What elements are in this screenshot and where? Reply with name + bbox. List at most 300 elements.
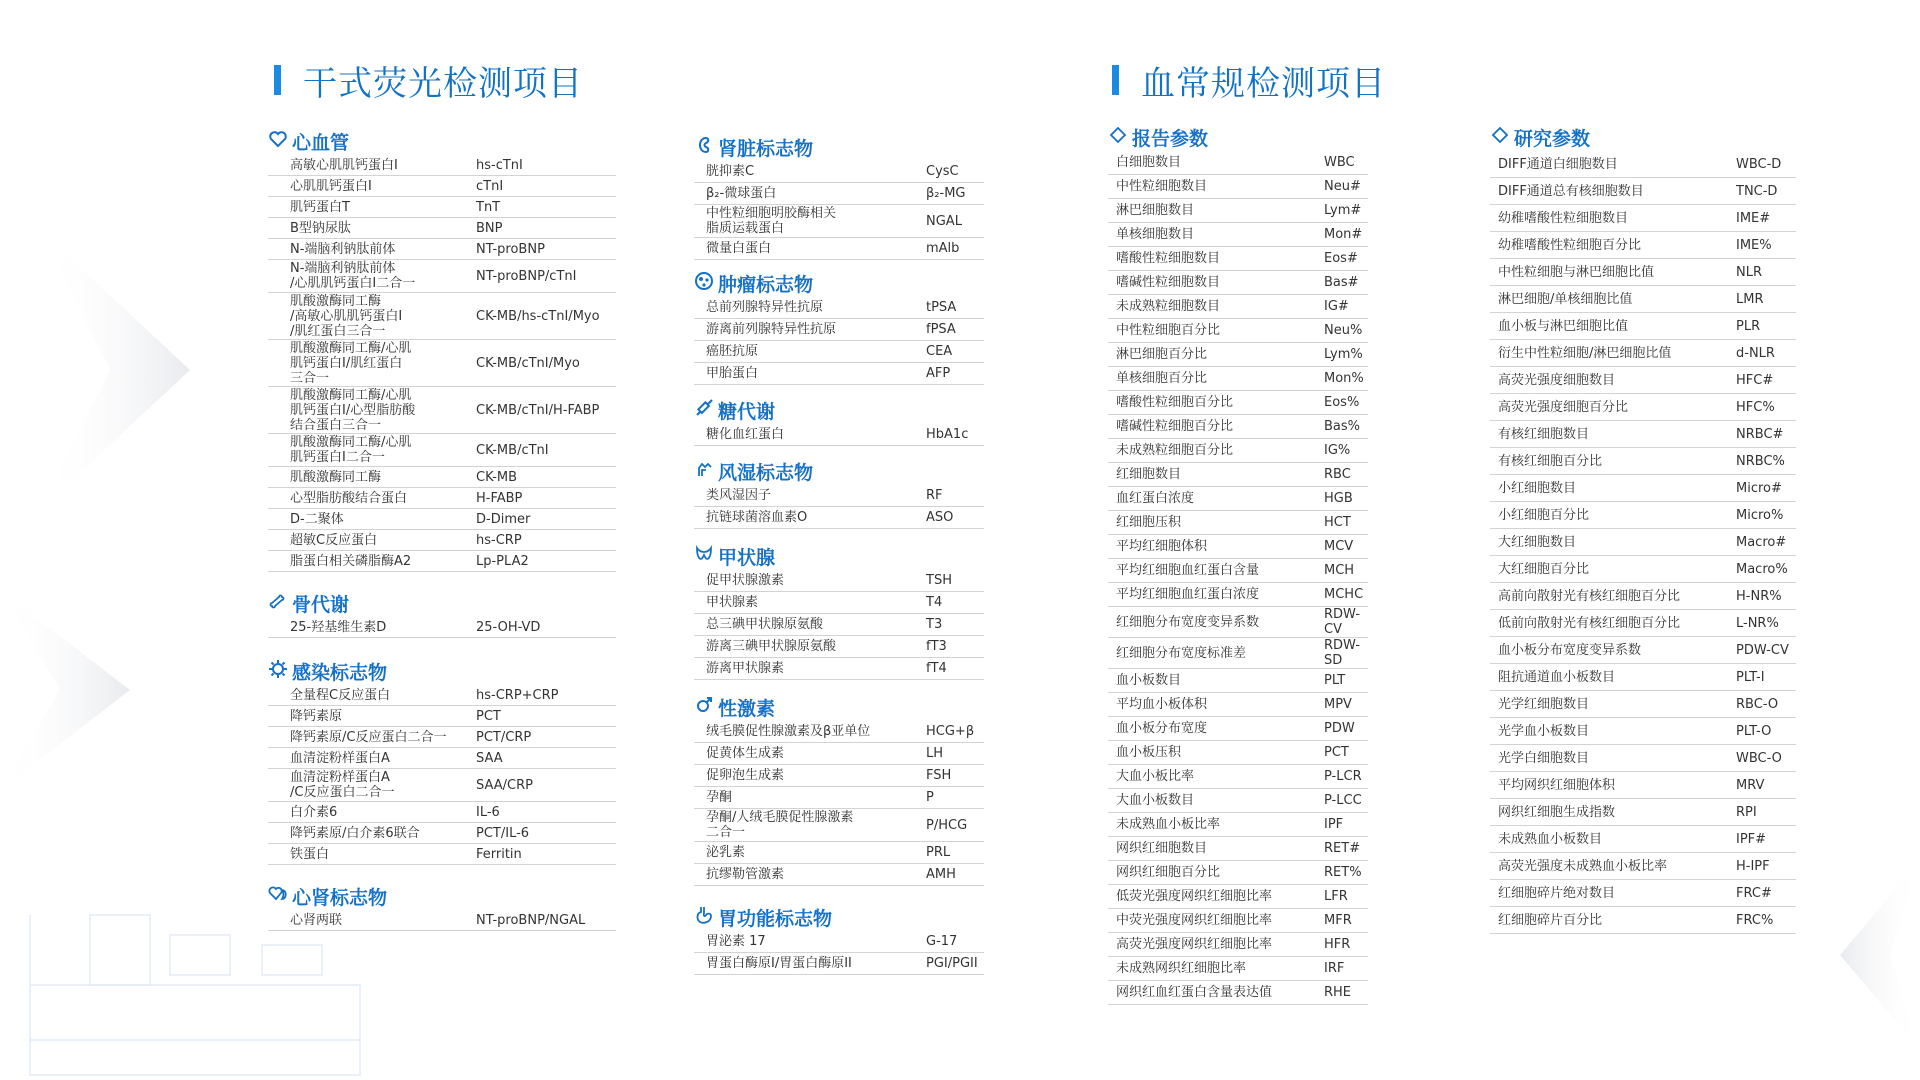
section-heading bbox=[694, 270, 984, 296]
table-row bbox=[1490, 502, 1796, 529]
item-code: IME% bbox=[1736, 237, 1772, 253]
item-name: 嗜碱性粒细胞数目 bbox=[1116, 275, 1221, 290]
item-code: CK-MB bbox=[476, 469, 518, 485]
item-code: MPV bbox=[1324, 697, 1352, 712]
item-code: IL-6 bbox=[476, 804, 500, 820]
section-heading bbox=[268, 128, 616, 154]
table-row bbox=[268, 197, 616, 218]
heart-icon bbox=[268, 129, 292, 154]
table-row bbox=[694, 183, 984, 205]
item-code: hs-CRP+CRP bbox=[476, 687, 559, 703]
item-code: PLT-I bbox=[1736, 669, 1765, 685]
item-name: 抗链球菌溶血素O bbox=[706, 510, 808, 525]
item-name: 未成熟血小板比率 bbox=[1116, 817, 1221, 832]
item-name: 大血小板数目 bbox=[1116, 793, 1195, 808]
item-name: 淋巴细胞百分比 bbox=[1116, 347, 1208, 362]
item-name: 癌胚抗原 bbox=[706, 344, 759, 359]
item-name: 平均网织红细胞体积 bbox=[1498, 777, 1616, 793]
dry-fluorescence-column-1 bbox=[268, 128, 616, 931]
section-joint-hand bbox=[694, 458, 984, 529]
table-row bbox=[1490, 313, 1796, 340]
item-name: 光学白细胞数目 bbox=[1498, 750, 1590, 766]
table-row bbox=[268, 748, 616, 769]
section-tumor-cell bbox=[694, 270, 984, 385]
blood-routine-research-column bbox=[1490, 124, 1796, 934]
item-name: 泌乳素 bbox=[706, 845, 746, 860]
table-row bbox=[1108, 415, 1368, 439]
item-code: PCT/IL-6 bbox=[476, 825, 530, 841]
table-row bbox=[268, 176, 616, 197]
item-name: 血小板分布宽度变异系数 bbox=[1498, 642, 1642, 658]
item-code: FSH bbox=[926, 768, 952, 783]
table-row bbox=[1108, 957, 1368, 981]
item-name: 高荧光强度细胞百分比 bbox=[1498, 399, 1629, 415]
item-name: 肌酸激酶同工酶 bbox=[290, 469, 382, 485]
item-name: 胃泌素 17 bbox=[706, 934, 766, 949]
section-heading bbox=[268, 883, 616, 909]
section-virus bbox=[268, 658, 616, 865]
item-code: RF bbox=[926, 488, 943, 503]
item-name: 平均血小板体积 bbox=[1116, 697, 1208, 712]
section-syringe bbox=[694, 397, 984, 446]
item-code: PGI/PGII bbox=[926, 956, 978, 971]
item-code: IRF bbox=[1324, 961, 1345, 976]
chevron-deco bbox=[0, 590, 130, 790]
table-row bbox=[694, 424, 984, 446]
item-code: H-IPF bbox=[1736, 858, 1770, 874]
table-row bbox=[694, 658, 984, 680]
item-code: NT-proBNP/NGAL bbox=[476, 912, 586, 928]
table-row bbox=[1490, 529, 1796, 556]
item-code: Micro% bbox=[1736, 507, 1784, 523]
item-code: PLT bbox=[1324, 673, 1346, 688]
item-code: H-NR% bbox=[1736, 588, 1782, 604]
table-row bbox=[1108, 535, 1368, 559]
section-title: 研究参数 bbox=[1514, 127, 1591, 150]
item-name: 肌酸激酶同工酶/心肌 肌钙蛋白I/心型脂肪酸 结合蛋白三合一 bbox=[290, 387, 416, 433]
item-code: T4 bbox=[926, 595, 943, 610]
item-code: P-LCC bbox=[1324, 793, 1362, 808]
item-name: 降钙素原/C反应蛋白二合一 bbox=[290, 729, 447, 745]
dry-fluorescence-title-text: 干式荧光检测项目 bbox=[303, 63, 583, 104]
table-row bbox=[694, 363, 984, 385]
item-name: 红细胞数目 bbox=[1116, 467, 1182, 482]
item-name: 淋巴细胞/单核细胞比值 bbox=[1498, 291, 1633, 307]
thyroid-icon bbox=[694, 544, 718, 569]
item-name: 糖化血红蛋白 bbox=[706, 427, 785, 442]
item-name: 微量白蛋白 bbox=[706, 241, 772, 256]
item-name: 网织红细胞数目 bbox=[1116, 841, 1208, 856]
item-code: Mon# bbox=[1324, 227, 1363, 242]
item-name: 血小板分布宽度 bbox=[1116, 721, 1208, 736]
table-row bbox=[1108, 669, 1368, 693]
item-code: Mon% bbox=[1324, 371, 1364, 386]
item-code: MCH bbox=[1324, 563, 1355, 578]
table-row bbox=[1108, 463, 1368, 487]
table-row bbox=[1108, 981, 1368, 1005]
item-code: IPF bbox=[1324, 817, 1344, 832]
item-code: NRBC# bbox=[1736, 426, 1784, 442]
table-row bbox=[268, 910, 616, 931]
section-heading bbox=[694, 904, 984, 930]
diamond-outline-icon bbox=[1490, 125, 1514, 150]
table-row bbox=[268, 488, 616, 509]
item-code: FRC% bbox=[1736, 912, 1774, 928]
item-code: PCT bbox=[476, 708, 501, 724]
item-name: 未成熟血小板数目 bbox=[1498, 831, 1603, 847]
table-row bbox=[1108, 487, 1368, 511]
item-name: 淋巴细胞数目 bbox=[1116, 203, 1195, 218]
section-diamond-outline bbox=[1108, 124, 1368, 1005]
joint-hand-icon bbox=[694, 459, 718, 484]
item-code: Neu# bbox=[1324, 179, 1361, 194]
item-name: 肌酸激酶同工酶/心肌 肌钙蛋白I/肌红蛋白 三合一 bbox=[290, 340, 412, 386]
table-row bbox=[1490, 853, 1796, 880]
title-accent-bar bbox=[1112, 65, 1119, 95]
section-title: 肾脏标志物 bbox=[718, 137, 814, 160]
item-code: fT4 bbox=[926, 661, 947, 676]
item-name: 血红蛋白浓度 bbox=[1116, 491, 1195, 506]
item-code: FRC# bbox=[1736, 885, 1772, 901]
item-name: 高荧光强度未成熟血小板比率 bbox=[1498, 858, 1668, 874]
item-code: AFP bbox=[926, 366, 951, 381]
item-code: 25-OH-VD bbox=[476, 619, 541, 635]
item-name: 大红细胞百分比 bbox=[1498, 561, 1590, 577]
table-row bbox=[1108, 559, 1368, 583]
item-name: 网织红细胞百分比 bbox=[1116, 865, 1221, 880]
section-heading bbox=[268, 658, 616, 684]
table-row bbox=[694, 592, 984, 614]
table-row bbox=[1490, 475, 1796, 502]
item-name: 小红细胞数目 bbox=[1498, 480, 1577, 496]
item-code: RBC bbox=[1324, 467, 1351, 482]
item-code: RDW-SD bbox=[1324, 638, 1361, 668]
table-row bbox=[1490, 718, 1796, 745]
item-code: P/HCG bbox=[926, 817, 968, 833]
item-code: RDW-CV bbox=[1324, 607, 1361, 637]
table-row bbox=[694, 636, 984, 658]
table-row bbox=[694, 743, 984, 765]
item-name: 低荧光强度网织红细胞比率 bbox=[1116, 889, 1273, 904]
item-name: 红细胞碎片百分比 bbox=[1498, 912, 1603, 928]
item-name: 低前向散射光有核红细胞百分比 bbox=[1498, 615, 1681, 631]
item-code: IG% bbox=[1324, 443, 1351, 458]
item-name: 大红细胞数目 bbox=[1498, 534, 1577, 550]
table-row bbox=[1108, 247, 1368, 271]
item-code: CK-MB/cTnI/Myo bbox=[476, 355, 580, 371]
item-code: mAlb bbox=[926, 241, 960, 256]
item-name: 甲胎蛋白 bbox=[706, 366, 759, 381]
table-row bbox=[1108, 607, 1368, 638]
item-name: 促黄体生成素 bbox=[706, 746, 785, 761]
item-code: TNC-D bbox=[1736, 183, 1778, 199]
table-row bbox=[694, 721, 984, 743]
item-name: 总前列腺特异性抗原 bbox=[706, 300, 824, 315]
table-row bbox=[1108, 295, 1368, 319]
kidney-icon bbox=[694, 135, 718, 160]
item-name: 脂蛋白相关磷脂酶A2 bbox=[290, 553, 412, 569]
item-name: D-二聚体 bbox=[290, 511, 344, 527]
item-name: 红细胞碎片绝对数目 bbox=[1498, 885, 1616, 901]
section-diamond-outline bbox=[1490, 124, 1796, 934]
table-row bbox=[268, 340, 616, 387]
table-row bbox=[694, 341, 984, 363]
item-name: 游离三碘甲状腺原氨酸 bbox=[706, 639, 837, 654]
table-row bbox=[268, 823, 616, 844]
table-row bbox=[268, 434, 616, 467]
item-name: 幼稚嗜酸性粒细胞百分比 bbox=[1498, 237, 1642, 253]
section-gender bbox=[694, 694, 984, 886]
item-name: 总三碘甲状腺原氨酸 bbox=[706, 617, 824, 632]
table-row bbox=[1490, 259, 1796, 286]
item-code: fT3 bbox=[926, 639, 947, 654]
virus-icon bbox=[268, 659, 292, 684]
item-code: SAA bbox=[476, 750, 503, 766]
item-code: LFR bbox=[1324, 889, 1348, 904]
table-row bbox=[694, 570, 984, 592]
item-code: MCHC bbox=[1324, 587, 1364, 602]
item-name: 心肾两联 bbox=[290, 912, 343, 928]
item-name: 网织红细胞生成指数 bbox=[1498, 804, 1616, 820]
section-heading bbox=[694, 458, 984, 484]
item-code: Macro# bbox=[1736, 534, 1787, 550]
table-row bbox=[694, 507, 984, 529]
item-code: CysC bbox=[926, 164, 959, 179]
item-code: WBC bbox=[1324, 155, 1355, 170]
item-name: 小红细胞百分比 bbox=[1498, 507, 1590, 523]
table-row bbox=[1108, 789, 1368, 813]
item-name: 未成熟网织红细胞比率 bbox=[1116, 961, 1247, 976]
item-code: CK-MB/cTnI bbox=[476, 442, 549, 458]
table-row bbox=[1108, 151, 1368, 175]
item-code: HGB bbox=[1324, 491, 1353, 506]
item-code: RET% bbox=[1324, 865, 1362, 880]
section-title: 骨代谢 bbox=[292, 593, 350, 616]
table-row bbox=[1490, 772, 1796, 799]
item-code: SAA/CRP bbox=[476, 777, 533, 793]
table-row bbox=[1108, 439, 1368, 463]
item-code: CK-MB/cTnI/H-FABP bbox=[476, 402, 600, 418]
table-row bbox=[1490, 637, 1796, 664]
table-row bbox=[268, 617, 616, 638]
table-row bbox=[1490, 178, 1796, 205]
item-code: P bbox=[926, 790, 934, 805]
item-code: MRV bbox=[1736, 777, 1765, 793]
table-row bbox=[694, 787, 984, 809]
section-title: 糖代谢 bbox=[718, 400, 776, 423]
table-row bbox=[1490, 367, 1796, 394]
item-name: 大血小板比率 bbox=[1116, 769, 1195, 784]
item-code: WBC-O bbox=[1736, 750, 1782, 766]
item-code: P-LCR bbox=[1324, 769, 1362, 784]
item-name: 光学红细胞数目 bbox=[1498, 696, 1590, 712]
item-name: 心肌肌钙蛋白I bbox=[290, 178, 372, 194]
section-title: 胃功能标志物 bbox=[718, 907, 833, 930]
item-name: 高前向散射光有核红细胞百分比 bbox=[1498, 588, 1681, 604]
item-code: H-FABP bbox=[476, 490, 523, 506]
item-code: PCT bbox=[1324, 745, 1349, 760]
table-row bbox=[1108, 909, 1368, 933]
item-name: 类风湿因子 bbox=[706, 488, 772, 503]
table-row bbox=[694, 485, 984, 507]
item-name: 平均红细胞血红蛋白含量 bbox=[1116, 563, 1260, 578]
item-name: 绒毛膜促性腺激素及β亚单位 bbox=[706, 724, 871, 739]
section-heading bbox=[694, 397, 984, 423]
item-name: 血小板与淋巴细胞比值 bbox=[1498, 318, 1629, 334]
table-row bbox=[268, 218, 616, 239]
table-row bbox=[1108, 367, 1368, 391]
dry-fluorescence-column-2 bbox=[694, 134, 984, 975]
item-code: BNP bbox=[476, 220, 503, 236]
table-row bbox=[1108, 933, 1368, 957]
item-code: IG# bbox=[1324, 299, 1349, 314]
item-code: T3 bbox=[926, 617, 943, 632]
item-name: 网织红血红蛋白含量表达值 bbox=[1116, 985, 1273, 1000]
table-row bbox=[1108, 271, 1368, 295]
table-row bbox=[1108, 638, 1368, 669]
section-heading bbox=[694, 694, 984, 720]
item-name: 未成熟粒细胞数目 bbox=[1116, 299, 1221, 314]
item-name: 中荧光强度网织红细胞比率 bbox=[1116, 913, 1273, 928]
item-name: 高敏心肌肌钙蛋白I bbox=[290, 157, 398, 173]
item-code: RHE bbox=[1324, 985, 1352, 1000]
item-name: 促卵泡生成素 bbox=[706, 768, 785, 783]
section-heart-kidney bbox=[268, 883, 616, 931]
item-code: PDW bbox=[1324, 721, 1355, 736]
item-code: HCG+β bbox=[926, 724, 975, 739]
table-row bbox=[1490, 556, 1796, 583]
item-code: PCT/CRP bbox=[476, 729, 532, 745]
table-row bbox=[694, 842, 984, 864]
chevron-deco bbox=[1840, 860, 1920, 1050]
table-row bbox=[694, 161, 984, 183]
item-name: 高荧光强度细胞数目 bbox=[1498, 372, 1616, 388]
item-name: 胃蛋白酶原I/胃蛋白酶原II bbox=[706, 956, 852, 971]
table-row bbox=[268, 530, 616, 551]
table-row bbox=[268, 551, 616, 572]
table-row bbox=[694, 614, 984, 636]
item-name: 孕酮/人绒毛膜促性腺激素 二合一 bbox=[706, 810, 854, 840]
item-code: Ferritin bbox=[476, 846, 522, 862]
item-code: G-17 bbox=[926, 934, 958, 949]
item-name: 胱抑素C bbox=[706, 164, 755, 179]
instrument-line-art bbox=[30, 915, 360, 1075]
item-code: D-Dimer bbox=[476, 511, 531, 527]
table-row bbox=[1490, 583, 1796, 610]
item-code: LH bbox=[926, 746, 944, 761]
table-row bbox=[1108, 175, 1368, 199]
item-name: 阻抗通道血小板数目 bbox=[1498, 669, 1616, 685]
item-name: 铁蛋白 bbox=[290, 846, 330, 862]
item-name: 高荧光强度网织红细胞比率 bbox=[1116, 937, 1273, 952]
dry-fluorescence-title bbox=[274, 58, 583, 102]
item-name: 红细胞分布宽度标准差 bbox=[1116, 645, 1247, 661]
item-name: 血清淀粉样蛋白A /C反应蛋白二合一 bbox=[290, 770, 395, 800]
title-accent-bar bbox=[274, 65, 281, 95]
item-code: Lym# bbox=[1324, 203, 1362, 218]
table-row bbox=[1108, 511, 1368, 535]
diamond-outline-icon bbox=[1108, 125, 1132, 150]
item-name: 超敏C反应蛋白 bbox=[290, 532, 378, 548]
item-name: 红细胞压积 bbox=[1116, 515, 1182, 530]
section-title: 肿瘤标志物 bbox=[718, 273, 814, 296]
section-title: 甲状腺 bbox=[718, 546, 776, 569]
item-code: HFC# bbox=[1736, 372, 1774, 388]
item-code: Lp-PLA2 bbox=[476, 553, 529, 569]
table-row bbox=[1490, 799, 1796, 826]
table-row bbox=[1108, 343, 1368, 367]
section-heading bbox=[694, 543, 984, 569]
table-row bbox=[1490, 826, 1796, 853]
section-heading bbox=[694, 134, 984, 160]
item-code: PLR bbox=[1736, 318, 1761, 334]
table-row bbox=[268, 155, 616, 176]
item-name: 嗜酸性粒细胞百分比 bbox=[1116, 395, 1234, 410]
item-name: 全量程C反应蛋白 bbox=[290, 687, 391, 703]
item-code: Bas# bbox=[1324, 275, 1359, 290]
item-name: 光学血小板数目 bbox=[1498, 723, 1590, 739]
section-heading bbox=[268, 590, 616, 616]
blood-routine-title bbox=[1112, 58, 1386, 102]
table-row bbox=[268, 727, 616, 748]
item-name: 平均红细胞体积 bbox=[1116, 539, 1208, 554]
item-code: TnT bbox=[476, 199, 501, 215]
item-code: RET# bbox=[1324, 841, 1361, 856]
table-row bbox=[1108, 813, 1368, 837]
table-row bbox=[694, 809, 984, 842]
item-name: 降钙素原/白介素6联合 bbox=[290, 825, 420, 841]
table-row bbox=[268, 685, 616, 706]
section-heading bbox=[1108, 124, 1368, 150]
table-row bbox=[268, 260, 616, 293]
item-name: 有核红细胞百分比 bbox=[1498, 453, 1603, 469]
item-code: tPSA bbox=[926, 300, 957, 315]
item-code: MFR bbox=[1324, 913, 1352, 928]
item-code: NT-proBNP/cTnI bbox=[476, 268, 577, 284]
table-row bbox=[1108, 319, 1368, 343]
section-thyroid bbox=[694, 543, 984, 680]
table-row bbox=[1108, 885, 1368, 909]
section-title: 报告参数 bbox=[1132, 127, 1209, 150]
section-title: 心血管 bbox=[292, 131, 350, 154]
table-row bbox=[1490, 232, 1796, 259]
section-heading bbox=[1490, 124, 1796, 150]
item-code: RBC-O bbox=[1736, 696, 1779, 712]
table-row bbox=[268, 387, 616, 434]
heart-kidney-icon bbox=[268, 884, 292, 909]
item-name: 促甲状腺激素 bbox=[706, 573, 785, 588]
table-row bbox=[1490, 286, 1796, 313]
table-row bbox=[1490, 448, 1796, 475]
item-name: 孕酮 bbox=[706, 790, 733, 805]
item-name: 衍生中性粒细胞/淋巴细胞比值 bbox=[1498, 345, 1672, 361]
table-row bbox=[1490, 205, 1796, 232]
item-code: Macro% bbox=[1736, 561, 1788, 577]
table-row bbox=[1490, 907, 1796, 934]
table-row bbox=[1108, 861, 1368, 885]
section-bone bbox=[268, 590, 616, 638]
item-name: 单核细胞数目 bbox=[1116, 227, 1195, 242]
item-name: 肌酸激酶同工酶/心肌 肌钙蛋白I二合一 bbox=[290, 435, 412, 465]
table-row bbox=[1490, 664, 1796, 691]
item-name: N-端脑利钠肽前体 /心肌肌钙蛋白I二合一 bbox=[290, 261, 416, 291]
item-name: 单核细胞百分比 bbox=[1116, 371, 1208, 386]
table-row bbox=[694, 238, 984, 260]
table-row bbox=[1490, 610, 1796, 637]
item-name: 中性粒细胞数目 bbox=[1116, 179, 1208, 194]
table-row bbox=[694, 931, 984, 953]
table-row bbox=[694, 297, 984, 319]
